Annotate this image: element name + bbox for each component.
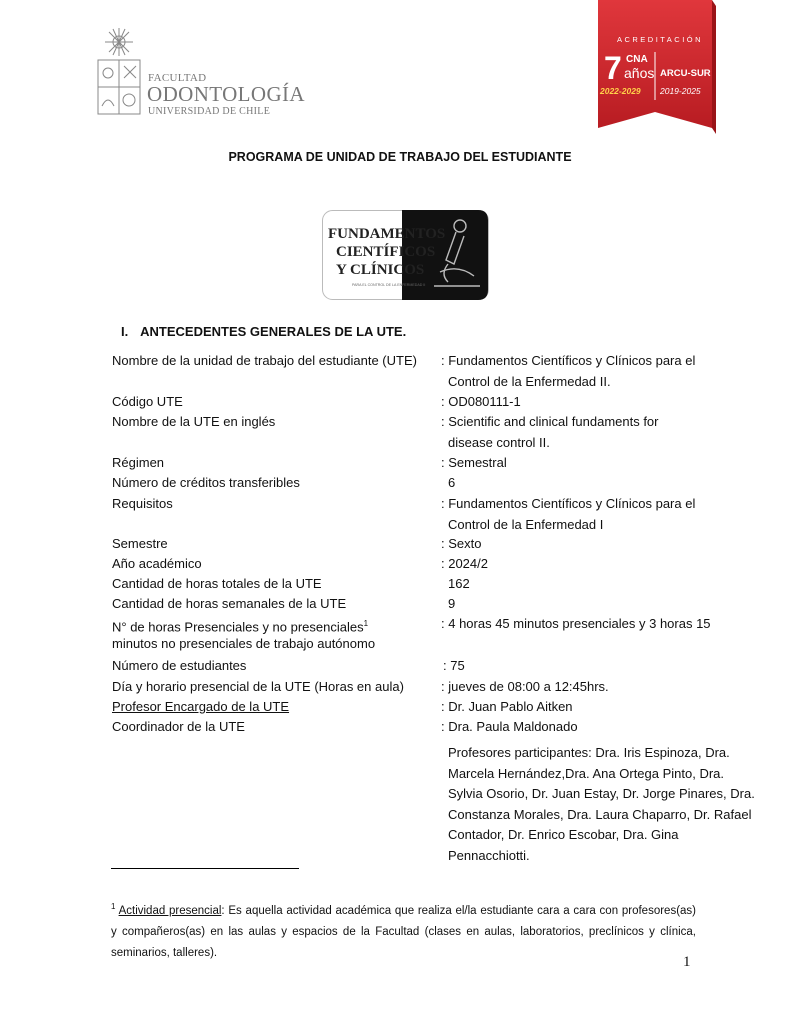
course-logo-line3: Y CLÍNICOS [336,262,425,278]
field-label: Año académico [112,556,202,571]
field-value: : jueves de 08:00 a 12:45hrs. [441,679,609,694]
field-value [441,412,731,453]
page-number: 1 [683,954,691,970]
footnote-marker: 1 [111,902,116,911]
field-value-line: disease control II. [448,434,550,450]
document-title: PROGRAMA DE UNIDAD DE TRABAJO DEL ESTUDIANTE [228,150,572,164]
field-label [112,615,442,652]
field-value-line: : Fundamentos Científicos y Clínicos para el [441,496,696,511]
field-value: : Sexto [441,536,482,551]
field-label: Régimen [112,455,165,470]
field-value: : OD080111-1 [441,394,521,409]
field-value [441,494,731,535]
field-value-line: Control de la Enfermedad II. [448,373,611,389]
field-label: Día y horario presencial de la UTE (Horas en aula) [112,679,404,694]
years-label: años [624,65,655,81]
field-label: Número de estudiantes [112,658,247,673]
field-value: : Semestral [441,455,507,470]
field-label: Número de créditos transferibles [112,475,300,490]
section-heading [121,324,406,339]
faculty-logo [96,26,305,122]
faculty-name: ODONTOLOGÍA [147,82,305,106]
field-value: : 4 horas 45 minutos presenciales y 3 horas 15 [441,616,711,631]
field-label: Código UTE [112,394,183,409]
footnote-text: : Es aquella actividad académica que realiza el/la estudiante cara a cara con profesores(as) y compañeros(as) en las aulas y espacios de la Facultad (clases en aulas, laboratorios, preclínicos y clínica, seminarios, talleres). [111,904,696,959]
section-title: ANTECEDENTES GENERALES DE LA UTE. [140,324,407,339]
footnote-term: Actividad presencial [118,904,222,917]
field-value: : Dra. Paula Maldonado [441,719,578,734]
arcu-range: 2019-2025 [660,86,701,96]
field-value-line: : Fundamentos Científicos y Clínicos para el [441,353,696,368]
field-value: 9 [448,596,456,611]
accreditation-years-number: 7 [604,50,622,86]
arcu-sur-label: ARCU-SUR [660,68,711,79]
field-value: : 75 [443,658,465,673]
field-label: Requisitos [112,496,173,511]
university-crest-icon [96,26,142,118]
field-label-line: N° de horas Presenciales y no presenciales [112,619,364,635]
field-label-line: minutos no presenciales de trabajo autónomo [112,636,376,652]
faculty-label: FACULTAD [148,72,207,84]
footnote [111,896,696,964]
university-name: UNIVERSIDAD DE CHILE [148,106,271,117]
field-label: Cantidad de horas totales de la UTE [112,576,322,591]
field-label: Semestre [112,536,168,551]
field-value-line: : Scientific and clinical fundaments for [441,414,659,429]
field-label: Cantidad de horas semanales de la UTE [112,596,347,611]
field-label: Nombre de la unidad de trabajo del estudiante (UTE) [112,353,417,368]
field-label: Coordinador de la UTE [112,719,245,734]
cna-label: CNA [626,54,648,65]
participating-professors: Profesores participantes: Dra. Iris Espinoza, Dra. Marcela Hernández,Dra. Ana Ortega Pinto, Dra. Sylvia Osorio, Dr. Juan Estay, Dr. Jorge Pinares, Dra. Constanza Morales, Dra. Laura Chaparro, Dr. Rafael Contador, Dr. Enrico Escobar, Dra. Gina Pennacchiotti. [448,745,755,863]
field-value: : Dr. Juan Pablo Aitken [441,699,573,714]
field-value [441,351,731,392]
course-logo-line1: FUNDAMENTOS [328,226,446,242]
course-logo-line2: CIENTÍFICOS [336,244,436,260]
accreditation-badge [598,0,722,140]
field-label: Nombre de la UTE en inglés [112,414,276,429]
course-logo-subtitle: PARA EL CONTROL DE LA ENFERMEDAD II [352,283,426,287]
field-value: : 2024/2 [441,556,488,571]
footnote-ref: 1 [363,619,369,628]
field-value: 162 [448,576,470,591]
accreditation-label: ACREDITACIÓN [616,35,704,44]
cna-range: 2022-2029 [600,86,641,96]
field-label: Profesor Encargado de la UTE [112,699,290,714]
footnote-divider [111,868,299,869]
field-value: 6 [448,475,456,490]
field-value-line: Control de la Enfermedad I [448,516,604,532]
section-number: I. [121,324,129,339]
course-logo [322,210,489,300]
